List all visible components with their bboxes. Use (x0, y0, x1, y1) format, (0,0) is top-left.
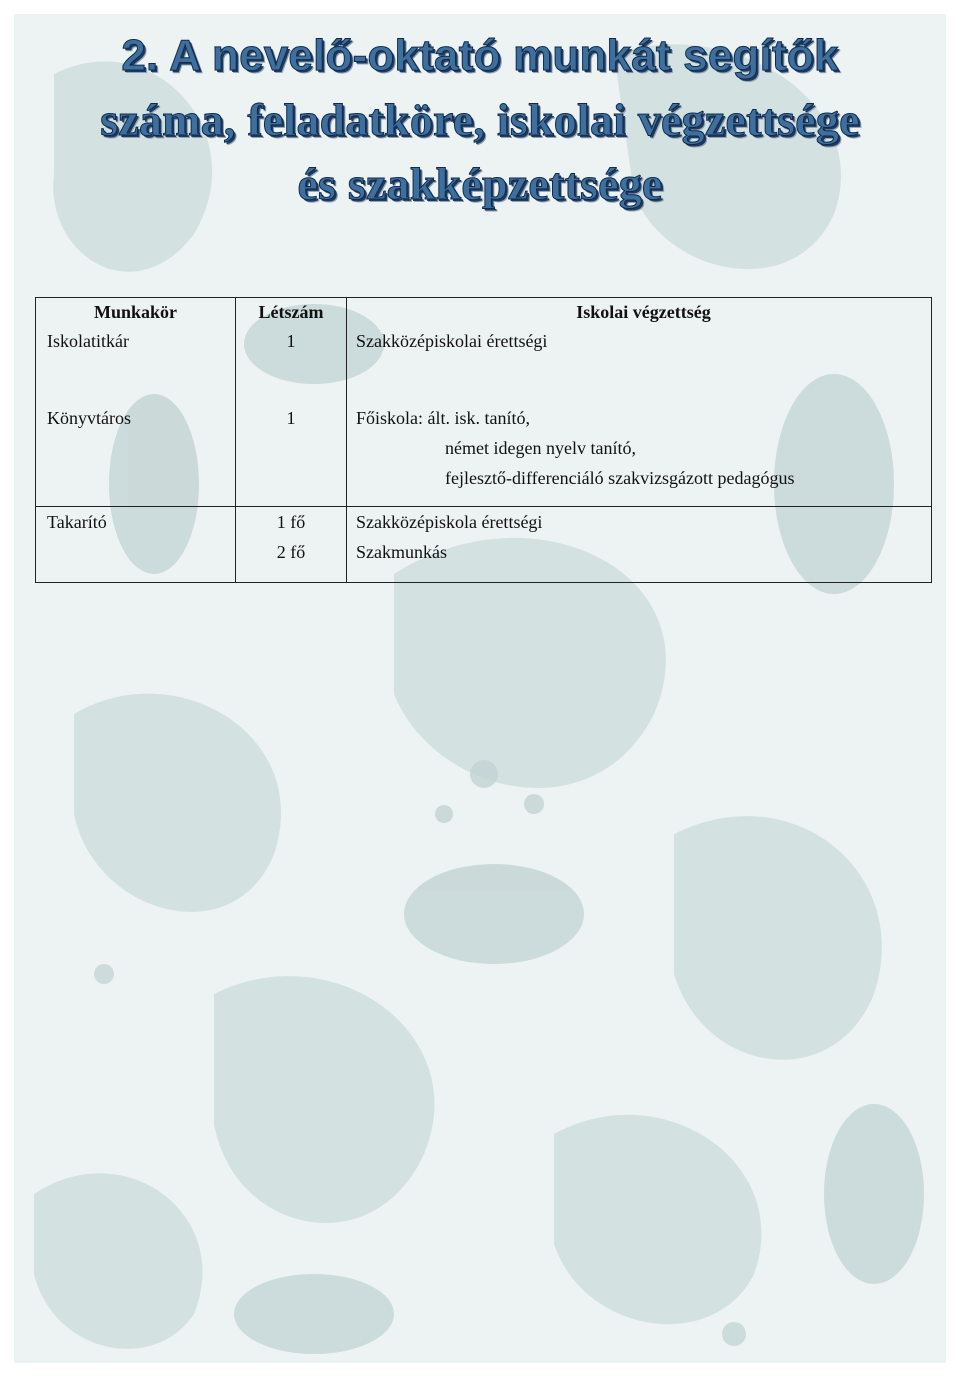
cell-munkakor (36, 403, 236, 507)
letszam-text: 1 fő (276, 512, 306, 532)
header-letszam: Létszám (236, 298, 347, 327)
table-header-row (36, 298, 932, 327)
page-title-line-3: és szakképzettsége (297, 158, 663, 209)
vegzettseg-line: fejlesztő-differenciáló szakvizsgázott pedagógus (445, 468, 795, 488)
cell-letszam (236, 326, 347, 403)
vegzettseg-line: Főiskola: ált. isk. tanító, (356, 408, 530, 428)
floral-pattern-graphic (14, 14, 946, 1363)
cell-letszam (236, 507, 347, 583)
letszam-text: 1 (286, 408, 296, 428)
munkakor-text: Könyvtáros (47, 408, 131, 428)
cell-vegzettseg (347, 403, 932, 507)
table-row (36, 507, 932, 583)
cell-letszam (236, 403, 347, 507)
cell-munkakor (36, 507, 236, 583)
page-title-line-2: száma, feladatköre, iskolai végzettsége (100, 94, 860, 145)
munkakor-text: Iskolatitkár (47, 331, 129, 351)
vegzettseg-line: Szakközépiskola érettségi (356, 512, 543, 532)
vegzettseg-line: Szakmunkás (356, 542, 447, 562)
page-title (0, 24, 960, 216)
munkakor-text: Takarító (47, 512, 107, 532)
vegzettseg-line: német idegen nyelv tanító, (445, 438, 636, 458)
page-title-line-1: 2. A nevelő-oktató munkát segítők (121, 31, 839, 80)
table-row (36, 403, 932, 507)
cell-vegzettseg (347, 326, 932, 403)
vegzettseg-text: Szakközépiskolai érettségi (356, 331, 548, 351)
header-munkakor: Munkakör (36, 298, 236, 327)
floral-background-pattern (14, 14, 946, 1363)
table-row (36, 326, 932, 403)
cell-munkakor (36, 326, 236, 403)
staff-table (35, 297, 932, 583)
letszam-text: 1 (286, 331, 296, 351)
cell-vegzettseg (347, 507, 932, 583)
letszam-text: 2 fő (276, 542, 306, 562)
header-vegzettseg: Iskolai végzettség (347, 298, 932, 327)
